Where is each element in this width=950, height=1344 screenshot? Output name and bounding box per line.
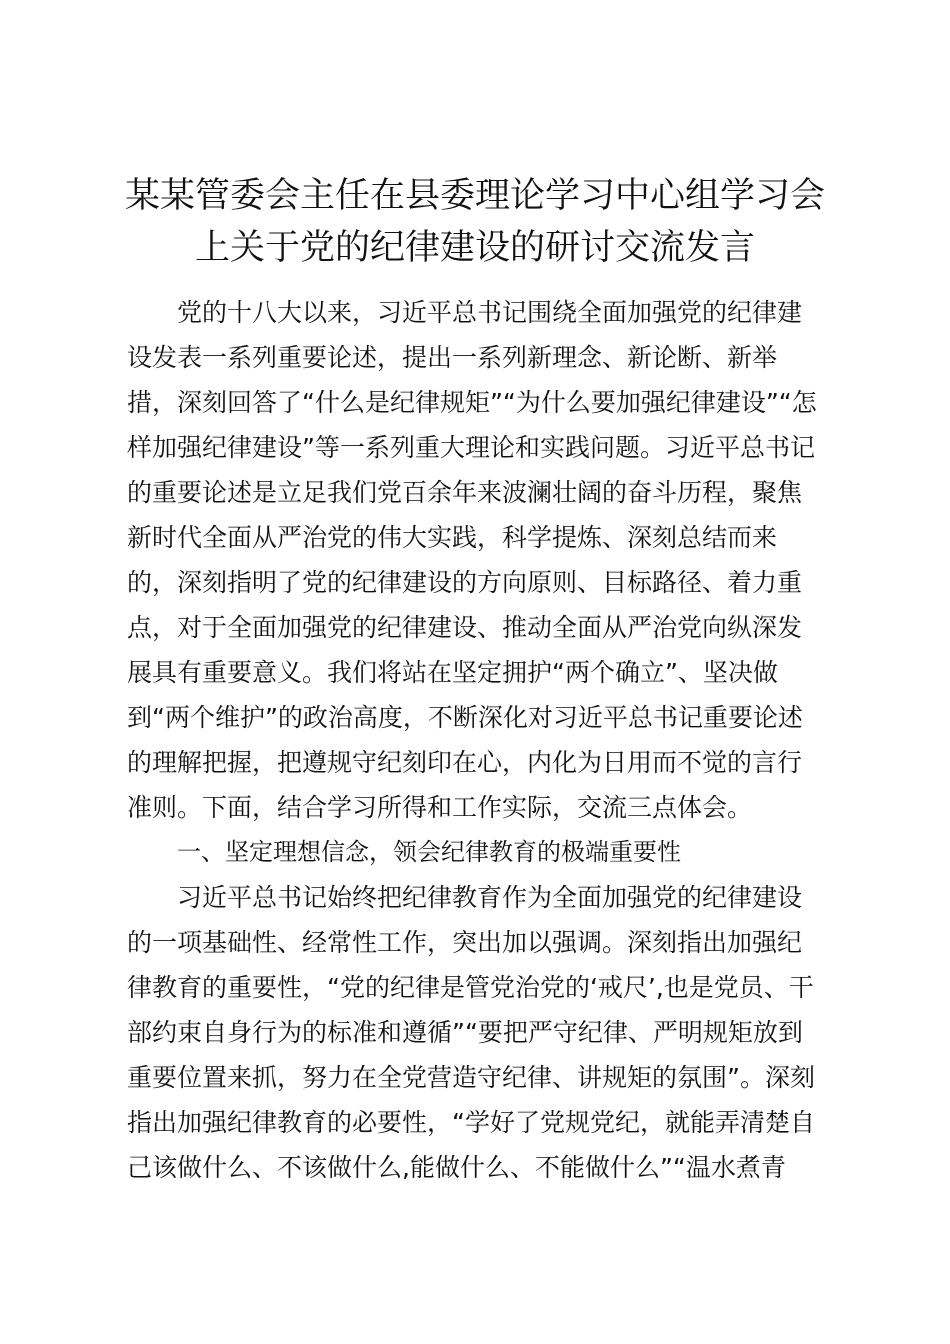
body-line: 的重要论述是立足我们党百余年来波澜壮阔的奋斗历程，聚焦 <box>127 478 803 507</box>
body-line: 设发表一系列重要论述，提出一系列新理念、新论断、新举 <box>127 343 778 372</box>
body-line: 指出加强纪律教育的必要性，“学好了党规党纪，就能弄清楚自 <box>127 1108 815 1137</box>
section-heading: 一、坚定理想信念，领会纪律教育的极端重要性 <box>177 838 681 866</box>
body-line: 部约束自身行为的标准和遵循”“要把严守纪律、严明规矩放到 <box>127 1018 803 1047</box>
body-line: 的一项基础性、经常性工作，突出加以强调。深刻指出加强纪 <box>127 928 803 957</box>
document-body <box>127 290 831 1190</box>
title-line-2: 上关于党的纪律建设的研讨交流发言 <box>194 228 755 268</box>
body-line: 点，对于全面加强党的纪律建设、推动全面从严治党向纵深发 <box>127 613 803 642</box>
title-line-1: 某某管委会主任在县委理论学习中心组学习会 <box>124 176 825 216</box>
body-line: 习近平总书记始终把纪律教育作为全面加强党的纪律建设 <box>177 883 803 912</box>
document-title <box>118 170 832 274</box>
body-line: 己该做什么、不该做什么,能做什么、不能做什么”“温水煮青 <box>127 1153 786 1182</box>
body-line: 准则。下面，结合学习所得和工作实际，交流三点体会。 <box>127 793 753 822</box>
body-line: 律教育的重要性，“党的纪律是管党治党的‘戒尺’,也是党员、干 <box>127 973 814 1002</box>
body-line: 重要位置来抓，努力在全党营造守纪律、讲规矩的氛围”。深刻 <box>127 1063 815 1092</box>
body-line: 到“两个维护”的政治高度，不断深化对习近平总书记重要论述 <box>127 703 803 732</box>
body-line: 党的十八大以来，习近平总书记围绕全面加强党的纪律建 <box>177 298 803 327</box>
body-line: 措，深刻回答了“什么是纪律规矩”“为什么要加强纪律建设”“怎 <box>127 388 817 417</box>
body-line: 的，深刻指明了党的纪律建设的方向原则、目标路径、着力重 <box>127 568 803 597</box>
body-line: 新时代全面从严治党的伟大实践，科学提炼、深刻总结而来 <box>127 523 778 552</box>
body-line: 样加强纪律建设”等一系列重大理论和实践问题。习近平总书记 <box>127 433 815 462</box>
body-line: 的理解把握，把遵规守纪刻印在心，内化为日用而不觉的言行 <box>127 748 803 777</box>
body-line: 展具有重要意义。我们将站在坚定拥护“两个确立”、坚决做 <box>127 658 778 687</box>
